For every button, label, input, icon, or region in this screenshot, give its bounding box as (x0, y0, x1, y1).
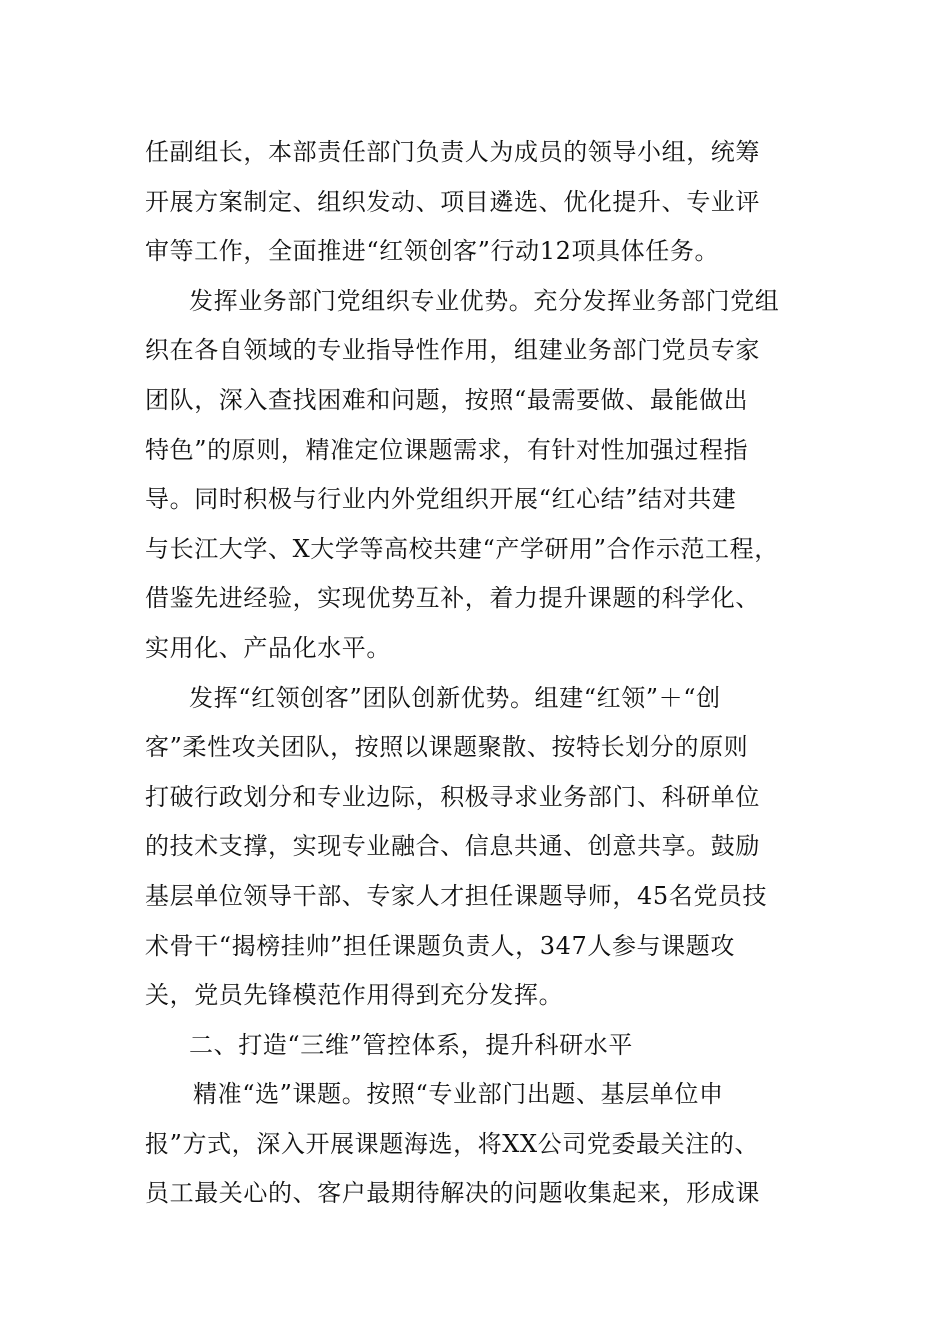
paragraph-start-line: 发挥业务部门党组织专业优势。充分发挥业务部门党组 (189, 286, 780, 315)
text-line: 关，党员先锋模范作用得到充分发挥。 (145, 981, 564, 1010)
paragraph-start-line: 发挥“红领创客”团队创新优势。组建“红领”＋“创 (189, 683, 721, 712)
text-line: 导。同时积极与行业内外党组织开展“红心结”结对共建 (145, 485, 737, 514)
text-line: 借鉴先进经验，实现优势互补，着力提升课题的科学化、 (145, 584, 760, 613)
text-line: 审等工作，全面推进“红领创客”行动12项具体任务。 (145, 237, 720, 266)
text-line: 报”方式，深入开展课题海选，将XX公司党委最关注的、 (145, 1129, 760, 1158)
section-heading: 二、打造“三维”管控体系，提升科研水平 (189, 1030, 633, 1059)
text-line: 任副组长，本部责任部门负责人为成员的领导小组，统筹 (145, 138, 760, 166)
text-line: 实用化、产品化水平。 (145, 633, 391, 662)
text-line: 员工最关心的、客户最期待解决的问题收集起来，形成课 (145, 1179, 760, 1208)
paragraph-start-line: 精准“选”课题。按照“专业部门出题、基层单位申 (193, 1080, 724, 1109)
text-line: 客”柔性攻关团队，按照以课题聚散、按特长划分的原则 (145, 733, 749, 762)
body-text (145, 128, 835, 1219)
text-line: 开展方案制定、组织发动、项目遴选、优化提升、专业评 (145, 187, 760, 216)
text-line: 团队，深入查找困难和问题，按照“最需要做、最能做出 (145, 385, 749, 414)
text-line: 织在各自领域的专业指导性作用，组建业务部门党员专家 (145, 336, 760, 365)
text-line: 的技术支撑，实现专业融合、信息共通、创意共享。鼓励 (145, 832, 760, 861)
text-line: 基层单位领导干部、专家人才担任课题导师，45名党员技 (145, 881, 768, 910)
text-line: 打破行政划分和专业边际，积极寻求业务部门、科研单位 (145, 782, 760, 811)
text-line: 术骨干“揭榜挂帅”担任课题负责人，347人参与课题攻 (145, 931, 735, 960)
text-line: 与长江大学、X大学等高校共建“产学研用”合作示范工程， (145, 534, 779, 563)
text-line: 特色”的原则，精准定位课题需求，有针对性加强过程指 (145, 435, 749, 464)
